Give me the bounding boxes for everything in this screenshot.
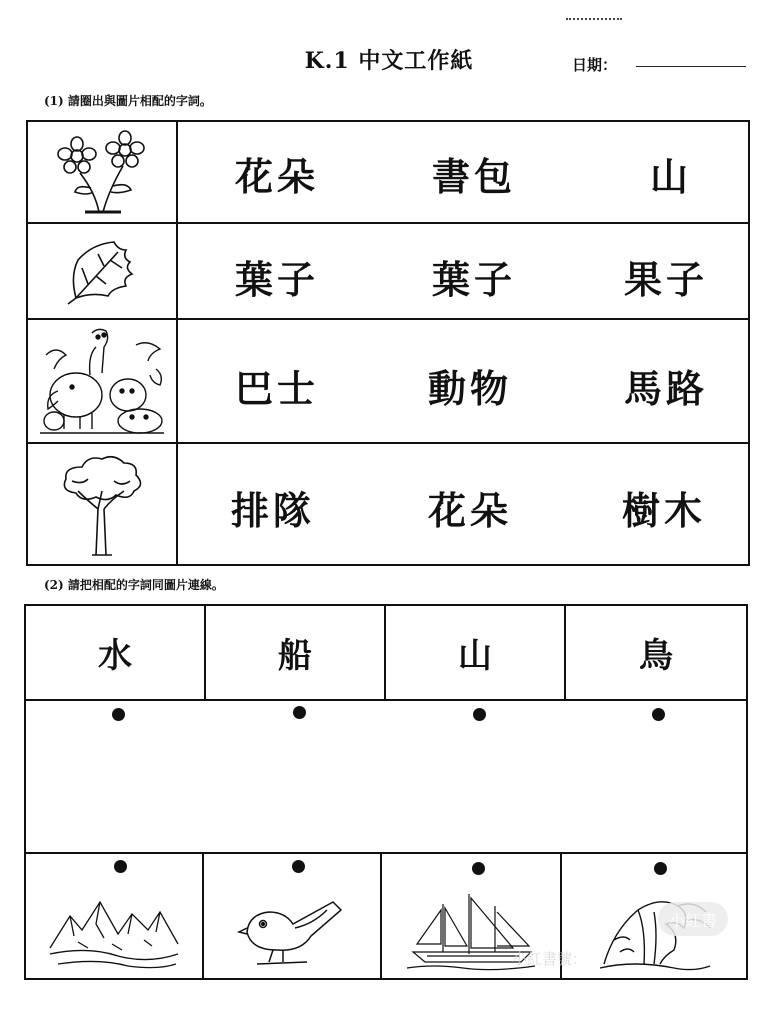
table-row — [28, 320, 748, 444]
option-word[interactable]: 葉子 — [432, 258, 517, 302]
section1-instruction: (1) 請圈出與圖片相配的字詞。 — [44, 94, 212, 108]
circle-word-table — [26, 120, 750, 566]
animals-icon — [36, 325, 168, 437]
picture-row — [26, 852, 746, 978]
option-word[interactable]: 葉子 — [235, 258, 320, 302]
tree-icon — [52, 451, 152, 557]
picture-cell — [26, 854, 204, 978]
connector-dot[interactable] — [114, 860, 127, 873]
connector-dot[interactable] — [654, 862, 667, 875]
option-word[interactable]: 花朵 — [235, 155, 320, 199]
picture-cell — [28, 224, 178, 318]
match-word[interactable]: 水 — [26, 606, 206, 699]
connector-dot[interactable] — [292, 860, 305, 873]
word-row — [26, 606, 746, 701]
option-word[interactable]: 巴士 — [235, 367, 320, 411]
table-row — [28, 224, 748, 320]
picture-cell — [28, 122, 178, 222]
matching-table — [24, 604, 748, 980]
bird-icon — [237, 892, 347, 972]
match-word[interactable]: 鳥 — [639, 636, 673, 676]
picture-cell — [204, 854, 382, 978]
watermark-text: 小紅書號： — [512, 950, 588, 968]
option-word[interactable]: 書包 — [432, 155, 517, 199]
leaf-icon — [62, 236, 142, 306]
flowers-icon — [47, 126, 157, 218]
table-row — [28, 444, 748, 564]
picture-cell — [28, 444, 178, 564]
worksheet-title: K.1 中文工作紙 — [304, 48, 474, 74]
picture-cell — [28, 320, 178, 442]
match-word[interactable]: 山 — [386, 606, 566, 699]
torn-top-edge — [566, 18, 622, 30]
section2-instruction: (2) 請把相配的字詞同圖片連線。 — [44, 578, 224, 592]
connector-dot[interactable] — [473, 708, 486, 721]
connector-dot[interactable] — [652, 708, 665, 721]
connector-dot[interactable] — [472, 862, 485, 875]
connector-dot[interactable] — [293, 706, 306, 719]
option-word[interactable]: 馬路 — [624, 367, 709, 411]
connector-dot[interactable] — [112, 708, 125, 721]
option-word[interactable]: 花朵 — [428, 489, 513, 533]
option-word[interactable]: 樹木 — [622, 489, 707, 533]
table-row — [28, 122, 748, 224]
date-input-line[interactable] — [636, 66, 746, 67]
option-word[interactable]: 動物 — [428, 367, 513, 411]
option-word[interactable]: 排隊 — [231, 489, 316, 533]
mountains-icon — [48, 894, 180, 972]
option-word[interactable]: 果子 — [624, 258, 709, 302]
match-word[interactable]: 船 — [206, 606, 386, 699]
date-label: 日期： — [572, 56, 618, 74]
option-word[interactable]: 山 — [650, 155, 693, 199]
watermark-badge: 小紅書 — [658, 902, 728, 936]
